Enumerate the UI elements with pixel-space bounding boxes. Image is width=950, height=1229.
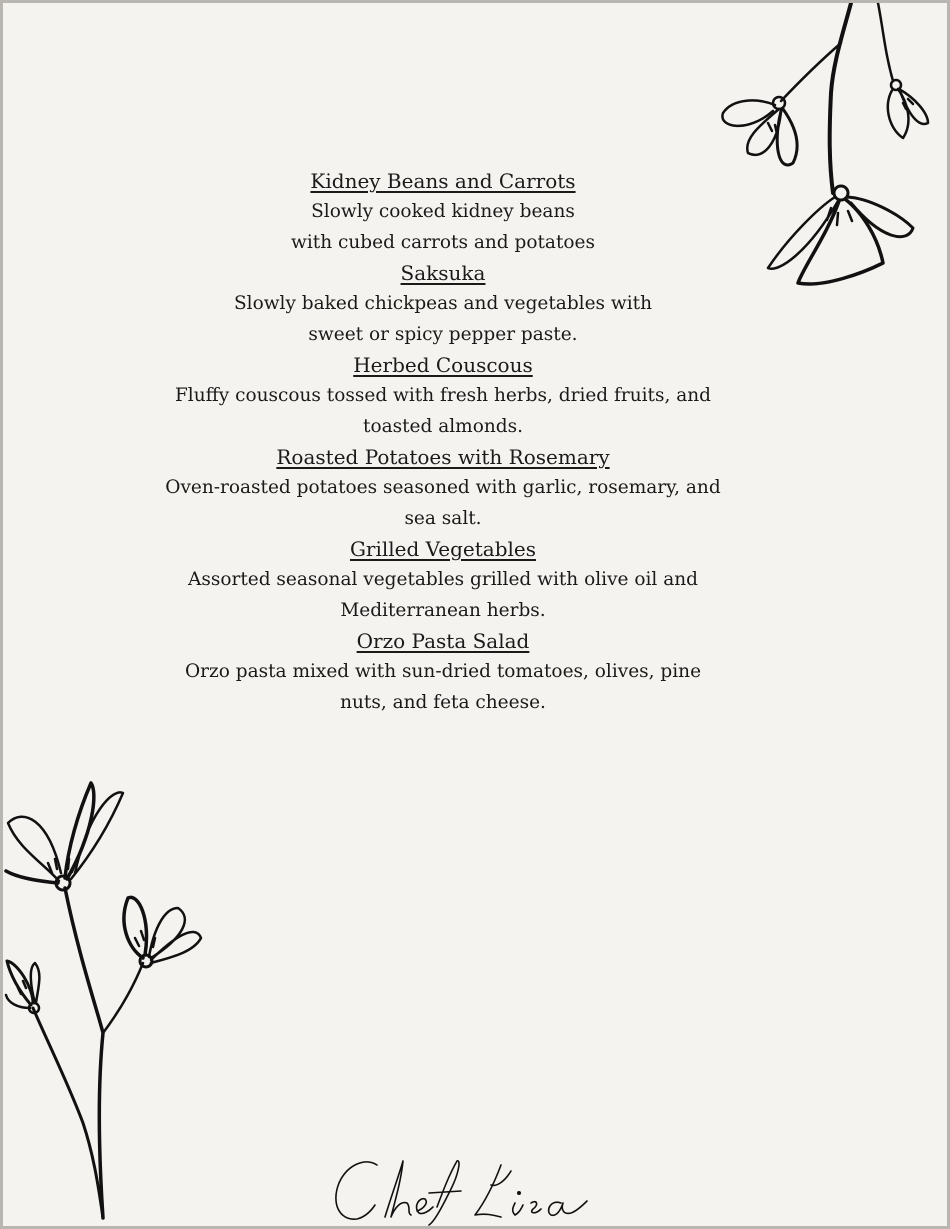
dish-description: sea salt. bbox=[404, 507, 482, 529]
dish-description: Assorted seasonal vegetables grilled with olive oil and bbox=[188, 569, 698, 590]
flowers-illustration bbox=[3, 778, 213, 1226]
dish-item bbox=[3, 166, 883, 258]
dish-description: Oven-roasted potatoes seasoned with garlic, rosemary, and bbox=[165, 477, 721, 498]
dish-title: Kidney Beans and Carrots bbox=[310, 169, 576, 193]
dish-item bbox=[3, 626, 883, 718]
dish-item bbox=[3, 442, 883, 534]
dish-description: Slowly cooked kidney beans bbox=[311, 201, 575, 222]
dish-description: toasted almonds. bbox=[363, 415, 523, 437]
dish-description: sweet or spicy pepper paste. bbox=[308, 323, 578, 345]
dish-item bbox=[3, 350, 883, 442]
dish-description: with cubed carrots and potatoes bbox=[291, 231, 595, 253]
dish-title: Herbed Couscous bbox=[353, 353, 533, 377]
dish-description: Slowly baked chickpeas and vegetables with bbox=[233, 293, 653, 314]
dish-list bbox=[3, 166, 883, 718]
dish-description: nuts, and feta cheese. bbox=[340, 691, 546, 713]
dish-description: Mediterranean herbs. bbox=[340, 599, 546, 621]
menu-page bbox=[3, 3, 947, 1226]
chef-signature bbox=[325, 1151, 595, 1226]
dish-description: Fluffy couscous tossed with fresh herbs, dried fruits, and bbox=[174, 385, 712, 406]
dish-title: Roasted Potatoes with Rosemary bbox=[276, 445, 610, 469]
dish-title: Grilled Vegetables bbox=[349, 537, 537, 561]
dish-title: Orzo Pasta Salad bbox=[356, 629, 530, 653]
dish-title: Saksuka bbox=[400, 261, 486, 285]
dish-item bbox=[3, 534, 883, 626]
dish-description: Orzo pasta mixed with sun-dried tomatoes, olives, pine bbox=[184, 661, 702, 682]
dish-item bbox=[3, 258, 883, 350]
